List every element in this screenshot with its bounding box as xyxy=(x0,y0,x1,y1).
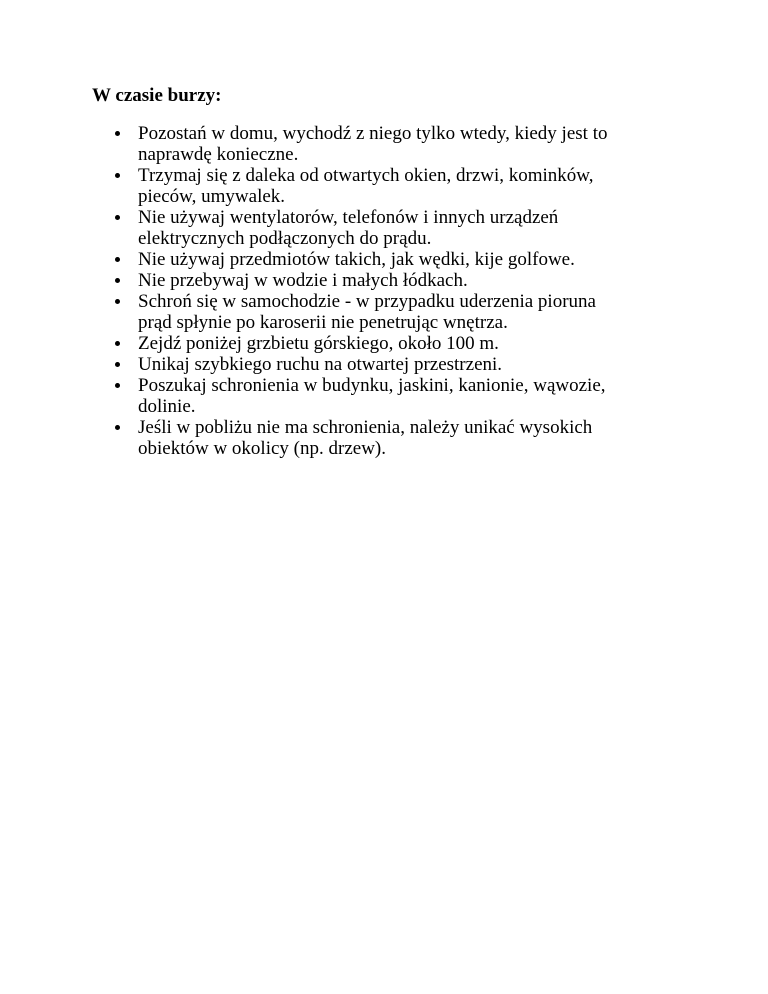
list-item xyxy=(0,354,678,375)
bullet-icon xyxy=(115,257,120,262)
list-item-line: obiektów w okolicy (np. drzew). xyxy=(138,438,386,459)
bullet-icon xyxy=(115,278,120,283)
list-item xyxy=(0,375,678,417)
list-item-line: elektrycznych podłączonych do prądu. xyxy=(138,228,432,249)
bullet-icon xyxy=(115,131,120,136)
bullet-icon xyxy=(115,425,120,430)
bullet-list xyxy=(0,123,768,459)
list-item-line: Nie przebywaj w wodzie i małych łódkach. xyxy=(138,270,468,291)
list-item xyxy=(0,123,678,165)
list-item xyxy=(0,417,678,459)
list-item xyxy=(0,270,678,291)
bullet-icon xyxy=(115,362,120,367)
list-item-line: Nie używaj wentylatorów, telefonów i innych urządzeń xyxy=(138,207,559,228)
list-item-line: Pozostań w domu, wychodź z niego tylko wtedy, kiedy jest to xyxy=(138,123,608,144)
list-item-line: dolinie. xyxy=(138,396,196,417)
list-item-line: prąd spłynie po karoserii nie penetrując wnętrza. xyxy=(138,312,508,333)
bullet-icon xyxy=(115,299,120,304)
list-item xyxy=(0,333,678,354)
list-item xyxy=(0,249,678,270)
bullet-icon xyxy=(115,341,120,346)
list-item-line: Zejdź poniżej grzbietu górskiego, około 100 m. xyxy=(138,333,499,354)
document-heading: W czasie burzy: xyxy=(92,85,222,106)
list-item-line: Jeśli w pobliżu nie ma schronienia, należy unikać wysokich xyxy=(138,417,593,438)
bullet-icon xyxy=(115,383,120,388)
list-item-line: Poszukaj schronienia w budynku, jaskini, kanionie, wąwozie, xyxy=(138,375,606,396)
list-item-line: Nie używaj przedmiotów takich, jak wędki, kije golfowe. xyxy=(138,249,575,270)
list-item-line: Unikaj szybkiego ruchu na otwartej przestrzeni. xyxy=(138,354,503,375)
list-item xyxy=(0,291,678,333)
list-item-line: naprawdę konieczne. xyxy=(138,144,299,165)
list-item xyxy=(0,207,678,249)
list-item xyxy=(0,165,678,207)
bullet-icon xyxy=(115,215,120,220)
bullet-icon xyxy=(115,173,120,178)
list-item-line: Trzymaj się z daleka od otwartych okien, drzwi, kominków, xyxy=(138,165,594,186)
list-item-line: pieców, umywalek. xyxy=(138,186,286,207)
list-item-line: Schroń się w samochodzie - w przypadku uderzenia pioruna xyxy=(138,291,596,312)
